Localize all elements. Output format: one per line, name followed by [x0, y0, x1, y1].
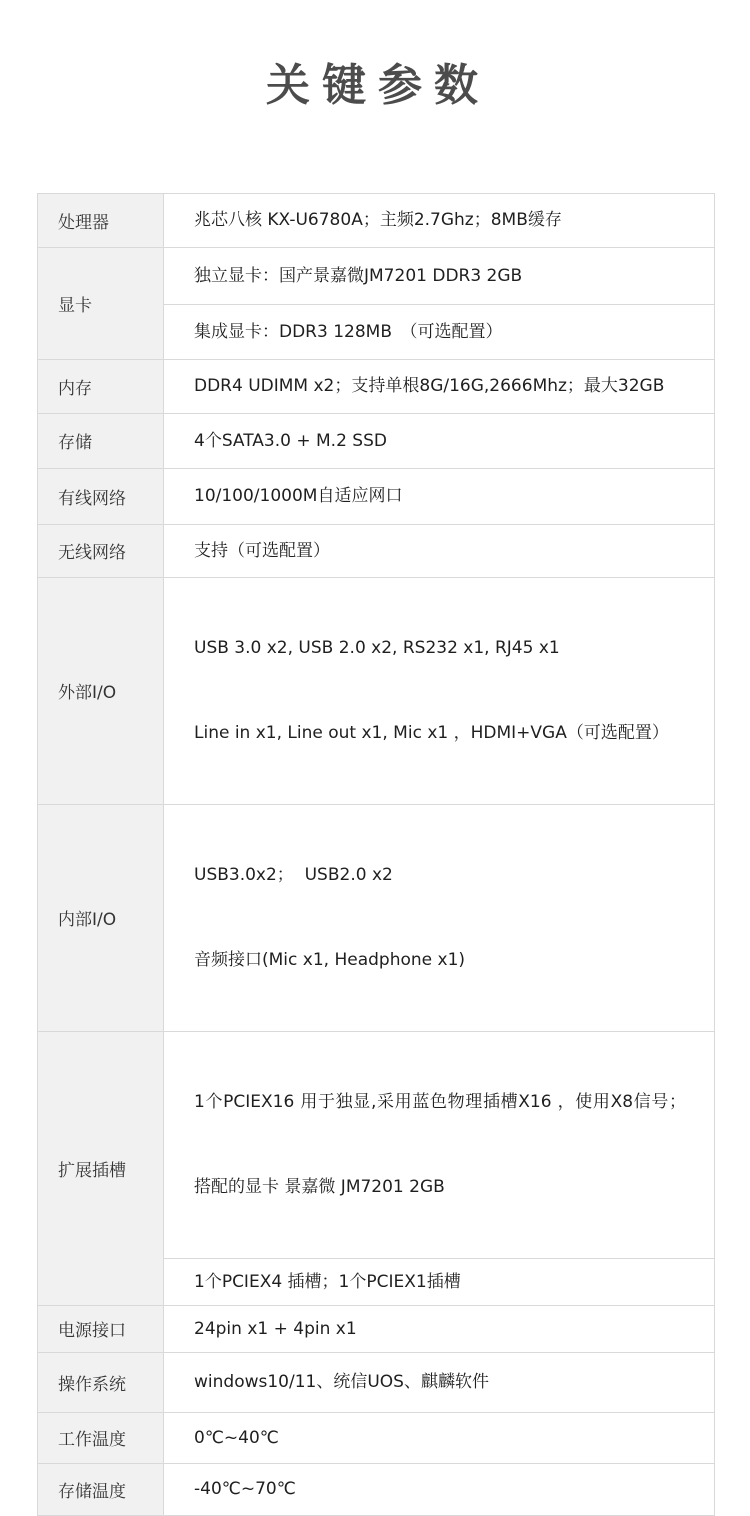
table-row-wireless-network — [38, 524, 715, 577]
row-label-os: 操作系统 — [38, 1352, 164, 1412]
row-label-storage-temp: 存储温度 — [38, 1463, 164, 1515]
table-row-working-temp — [38, 1412, 715, 1463]
table-row-cpu — [38, 193, 715, 247]
row-value-expansion-slot1 — [164, 1031, 715, 1258]
row-value-expansion-slot2: 1个PCIEX4 插槽；1个PCIEX1插槽 — [164, 1258, 715, 1305]
expansion-slot1-line2: 搭配的显卡 景嘉微 JM7201 2GB — [194, 1176, 445, 1197]
page-title: 关键参数 — [266, 60, 490, 111]
row-value-external-io — [164, 577, 715, 804]
row-value-memory: DDR4 UDIMM x2；支持单根8G/16G,2666Mhz；最大32GB — [164, 359, 715, 413]
table-row-wired-network — [38, 468, 715, 524]
external-io-line1: USB 3.0 x2, USB 2.0 x2, RS232 x1, RJ45 x1 — [194, 637, 560, 658]
row-value-wireless-network: 支持（可选配置） — [164, 524, 715, 577]
row-label-expansion: 扩展插槽 — [38, 1031, 164, 1305]
expansion-slot1-line1: 1个PCIEX16 用于独显,采用蓝色物理插槽X16 ，使用X8信号； — [194, 1091, 686, 1112]
row-value-cpu: 兆芯八核 KX-U6780A；主频2.7Ghz；8MB缓存 — [164, 193, 715, 247]
table-row-power — [38, 1305, 715, 1352]
row-value-working-temp: 0℃~40℃ — [164, 1412, 715, 1463]
row-label-power: 电源接口 — [38, 1305, 164, 1352]
row-value-wired-network: 10/100/1000M自适应网口 — [164, 468, 715, 524]
table-row-os — [38, 1352, 715, 1412]
table-row-memory — [38, 359, 715, 413]
row-value-storage-temp: -40℃~70℃ — [164, 1463, 715, 1515]
row-label-external-io: 外部I/O — [38, 577, 164, 804]
row-label-storage: 存储 — [38, 413, 164, 468]
row-label-wired-network: 有线网络 — [38, 468, 164, 524]
external-io-line2: Line in x1, Line out x1, Mic x1 ，HDMI+VGA（可选配置） — [194, 722, 669, 743]
table-row-storage-temp — [38, 1463, 715, 1515]
row-value-gpu-discrete: 独立显卡：国产景嘉微JM7201 DDR3 2GB — [164, 247, 715, 304]
row-value-power: 24pin x1 + 4pin x1 — [164, 1305, 715, 1352]
row-label-internal-io: 内部I/O — [38, 804, 164, 1031]
row-label-wireless-network: 无线网络 — [38, 524, 164, 577]
spec-table — [37, 193, 715, 1516]
table-row-external-io — [38, 577, 715, 804]
table-row-internal-io — [38, 804, 715, 1031]
table-row-gpu-discrete — [38, 247, 715, 304]
table-row-storage — [38, 413, 715, 468]
row-label-gpu: 显卡 — [38, 247, 164, 359]
row-value-os: windows10/11、统信UOS、麒麟软件 — [164, 1352, 715, 1412]
row-label-cpu: 处理器 — [38, 193, 164, 247]
row-value-gpu-integrated: 集成显卡：DDR3 128MB （可选配置） — [164, 304, 715, 359]
row-value-internal-io — [164, 804, 715, 1031]
table-row-expansion-slot1 — [38, 1031, 715, 1258]
row-label-working-temp: 工作温度 — [38, 1412, 164, 1463]
internal-io-line1: USB3.0x2； USB2.0 x2 — [194, 864, 393, 885]
internal-io-line2: 音频接口(Mic x1, Headphone x1) — [194, 949, 466, 970]
row-label-memory: 内存 — [38, 359, 164, 413]
row-value-storage: 4个SATA3.0 + M.2 SSD — [164, 413, 715, 468]
